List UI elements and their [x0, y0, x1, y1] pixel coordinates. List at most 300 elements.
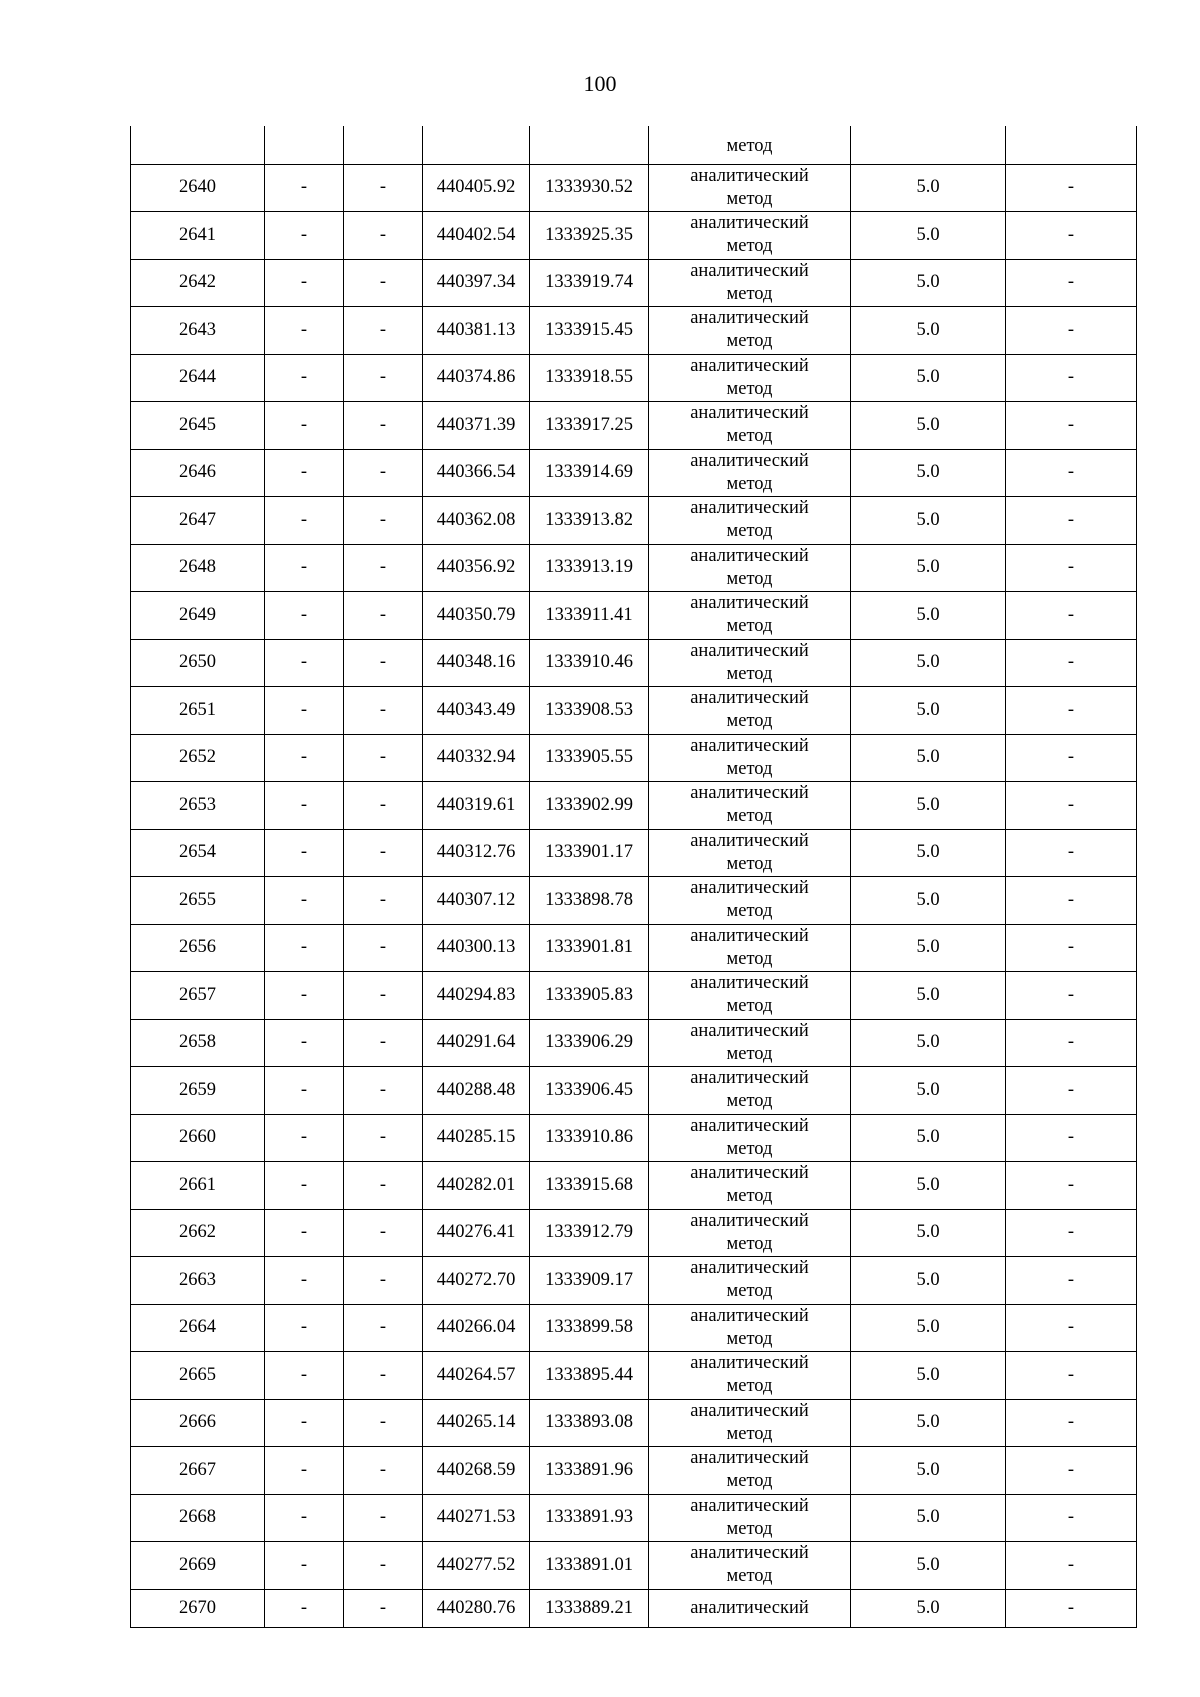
cell-point-number: 2670 [131, 1589, 265, 1627]
cell-accuracy: 5.0 [851, 1209, 1006, 1257]
cell-col3: - [344, 972, 423, 1020]
cell-x: 440282.01 [423, 1162, 530, 1210]
cell-x: 440350.79 [423, 592, 530, 640]
cell-point-number: 2647 [131, 497, 265, 545]
table-row [131, 497, 1137, 545]
cell-point-number: 2645 [131, 402, 265, 450]
method-line-1: аналитический [690, 403, 809, 424]
cell-point-number: 2641 [131, 212, 265, 260]
cell-point-number: 2668 [131, 1494, 265, 1542]
cell-col2: - [265, 354, 344, 402]
cell-accuracy: 5.0 [851, 877, 1006, 925]
cell-col2: - [265, 497, 344, 545]
table-row [131, 1399, 1137, 1447]
cell-col8: - [1006, 497, 1137, 545]
method-line-2: метод [726, 1138, 773, 1159]
cell-method [649, 972, 851, 1020]
cell-y: 1333910.86 [530, 1114, 649, 1162]
cell-col8: - [1006, 1114, 1137, 1162]
cell-accuracy: 5.0 [851, 354, 1006, 402]
cell-col8: - [1006, 1494, 1137, 1542]
table-row [131, 829, 1137, 877]
table-row [131, 1304, 1137, 1352]
cell-accuracy: 5.0 [851, 639, 1006, 687]
table-row [131, 1019, 1137, 1067]
cell-point-number: 2642 [131, 259, 265, 307]
cell-y: 1333925.35 [530, 212, 649, 260]
table-row [131, 687, 1137, 735]
cell-col8: - [1006, 1304, 1137, 1352]
method-line-1: аналитический [690, 1115, 809, 1136]
method-line-1: аналитический [690, 973, 809, 994]
cell-y: 1333909.17 [530, 1257, 649, 1305]
cell-col8: - [1006, 639, 1137, 687]
method-line-1: аналитический [690, 640, 809, 661]
method-line-1: аналитический [690, 450, 809, 471]
cell-point-number [131, 126, 265, 164]
cell-method [649, 1019, 851, 1067]
cell-col2: - [265, 544, 344, 592]
method-line-2: метод [726, 1518, 773, 1539]
cell-col3: - [344, 1019, 423, 1067]
cell-x: 440276.41 [423, 1209, 530, 1257]
cell-method [649, 402, 851, 450]
cell-method [649, 1352, 851, 1400]
cell-method [649, 734, 851, 782]
cell-method [649, 782, 851, 830]
cell-col2: - [265, 639, 344, 687]
cell-col2: - [265, 164, 344, 212]
table-row [131, 354, 1137, 402]
cell-col3: - [344, 1589, 423, 1627]
cell-col3: - [344, 402, 423, 450]
cell-point-number: 2648 [131, 544, 265, 592]
cell-col8: - [1006, 164, 1137, 212]
cell-accuracy: 5.0 [851, 1019, 1006, 1067]
cell-accuracy: 5.0 [851, 687, 1006, 735]
cell-col8: - [1006, 544, 1137, 592]
cell-y: 1333930.52 [530, 164, 649, 212]
cell-x: 440294.83 [423, 972, 530, 1020]
table-row [131, 1067, 1137, 1115]
cell-col8: - [1006, 212, 1137, 260]
cell-col3: - [344, 1067, 423, 1115]
cell-x: 440312.76 [423, 829, 530, 877]
cell-method [649, 212, 851, 260]
cell-col3: - [344, 164, 423, 212]
cell-col2: - [265, 402, 344, 450]
cell-x: 440343.49 [423, 687, 530, 735]
cell-accuracy: 5.0 [851, 1494, 1006, 1542]
cell-col2: - [265, 1542, 344, 1590]
method-line-2: метод [726, 1566, 773, 1587]
cell-point-number: 2666 [131, 1399, 265, 1447]
method-line-1: аналитический [690, 213, 809, 234]
cell-col3: - [344, 687, 423, 735]
method-line-1: аналитический [690, 165, 809, 186]
cell-point-number: 2665 [131, 1352, 265, 1400]
cell-point-number: 2658 [131, 1019, 265, 1067]
cell-col3: - [344, 639, 423, 687]
cell-x: 440265.14 [423, 1399, 530, 1447]
cell-point-number: 2669 [131, 1542, 265, 1590]
table-row [131, 639, 1137, 687]
cell-col3: - [344, 924, 423, 972]
cell-point-number: 2667 [131, 1447, 265, 1495]
method-line-1: аналитический [690, 1068, 809, 1089]
table-row [131, 972, 1137, 1020]
cell-point-number: 2654 [131, 829, 265, 877]
cell-method [649, 259, 851, 307]
cell-x: 440362.08 [423, 497, 530, 545]
cell-point-number: 2664 [131, 1304, 265, 1352]
method-line-1: аналитический [690, 1258, 809, 1279]
cell-accuracy: 5.0 [851, 1162, 1006, 1210]
cell-col3: - [344, 1209, 423, 1257]
cell-y: 1333902.99 [530, 782, 649, 830]
cell-accuracy: 5.0 [851, 1114, 1006, 1162]
cell-col8: - [1006, 449, 1137, 497]
table-row [131, 877, 1137, 925]
cell-x: 440271.53 [423, 1494, 530, 1542]
cell-col2: - [265, 1067, 344, 1115]
table-row [131, 1209, 1137, 1257]
cell-col8 [1006, 126, 1137, 164]
method-line-1: аналитический [690, 1210, 809, 1231]
cell-col3: - [344, 497, 423, 545]
cell-method [649, 1494, 851, 1542]
cell-y: 1333908.53 [530, 687, 649, 735]
cell-col8: - [1006, 1209, 1137, 1257]
method-line-2: метод [726, 426, 773, 447]
cell-y: 1333905.83 [530, 972, 649, 1020]
cell-col2: - [265, 924, 344, 972]
cell-point-number: 2652 [131, 734, 265, 782]
cell-method [649, 449, 851, 497]
cell-col2: - [265, 829, 344, 877]
cell-col2: - [265, 1257, 344, 1305]
method-line-1: аналитический [690, 545, 809, 566]
table-row [131, 402, 1137, 450]
method-line-2: метод [726, 188, 773, 209]
cell-col3: - [344, 1162, 423, 1210]
cell-col2: - [265, 259, 344, 307]
cell-col3: - [344, 1304, 423, 1352]
cell-col2: - [265, 1352, 344, 1400]
cell-col2: - [265, 1399, 344, 1447]
cell-method [649, 1304, 851, 1352]
cell-x: 440291.64 [423, 1019, 530, 1067]
cell-col2: - [265, 1162, 344, 1210]
method-line-2: метод [726, 948, 773, 969]
cell-col8: - [1006, 1257, 1137, 1305]
cell-col3: - [344, 829, 423, 877]
method-line-1: аналитический [690, 260, 809, 281]
cell-method [649, 1447, 851, 1495]
cell-point-number: 2640 [131, 164, 265, 212]
cell-method [649, 354, 851, 402]
cell-method [649, 829, 851, 877]
table-row [131, 449, 1137, 497]
cell-col8: - [1006, 924, 1137, 972]
table-row [131, 259, 1137, 307]
cell-col8: - [1006, 782, 1137, 830]
cell-col2: - [265, 877, 344, 925]
cell-y: 1333891.96 [530, 1447, 649, 1495]
table-row [131, 544, 1137, 592]
cell-x: 440397.34 [423, 259, 530, 307]
cell-method [649, 1542, 851, 1590]
cell-y: 1333915.68 [530, 1162, 649, 1210]
coordinates-table [130, 126, 1137, 1628]
cell-y: 1333899.58 [530, 1304, 649, 1352]
method-line-2: метод [726, 758, 773, 779]
cell-col3: - [344, 1114, 423, 1162]
method-line-2: метод [726, 806, 773, 827]
method-line-2: метод [726, 1376, 773, 1397]
method-line-1: аналитический [690, 735, 809, 756]
cell-y: 1333914.69 [530, 449, 649, 497]
cell-col2: - [265, 212, 344, 260]
cell-method [649, 544, 851, 592]
cell-col2: - [265, 782, 344, 830]
method-line-1: аналитический [690, 830, 809, 851]
cell-accuracy: 5.0 [851, 1447, 1006, 1495]
cell-x: 440366.54 [423, 449, 530, 497]
method-line-2: метод [726, 853, 773, 874]
cell-accuracy: 5.0 [851, 259, 1006, 307]
cell-col8: - [1006, 1162, 1137, 1210]
cell-accuracy: 5.0 [851, 734, 1006, 782]
cell-method [649, 1209, 851, 1257]
cell-x: 440405.92 [423, 164, 530, 212]
method-line-2: метод [726, 236, 773, 257]
cell-col3: - [344, 212, 423, 260]
method-line-1: аналитический [690, 688, 809, 709]
method-line-2: метод [726, 1281, 773, 1302]
cell-accuracy: 5.0 [851, 1542, 1006, 1590]
cell-x: 440300.13 [423, 924, 530, 972]
cell-col8: - [1006, 734, 1137, 782]
cell-accuracy: 5.0 [851, 1589, 1006, 1627]
method-line-2: метод [726, 996, 773, 1017]
cell-y: 1333919.74 [530, 259, 649, 307]
cell-method [649, 307, 851, 355]
cell-y: 1333898.78 [530, 877, 649, 925]
cell-method [649, 1257, 851, 1305]
cell-method: метод [649, 126, 851, 164]
method-line-2: метод [726, 473, 773, 494]
cell-col8: - [1006, 1542, 1137, 1590]
cell-col2: - [265, 592, 344, 640]
cell-y: 1333913.82 [530, 497, 649, 545]
cell-accuracy: 5.0 [851, 924, 1006, 972]
table-row [131, 1542, 1137, 1590]
cell-x: 440381.13 [423, 307, 530, 355]
cell-y: 1333906.45 [530, 1067, 649, 1115]
table-row [131, 1257, 1137, 1305]
cell-point-number: 2653 [131, 782, 265, 830]
table-row [131, 592, 1137, 640]
cell-accuracy: 5.0 [851, 972, 1006, 1020]
cell-method [649, 1067, 851, 1115]
cell-point-number: 2655 [131, 877, 265, 925]
cell-method [649, 1399, 851, 1447]
cell-x: 440266.04 [423, 1304, 530, 1352]
cell-col8: - [1006, 687, 1137, 735]
cell-point-number: 2643 [131, 307, 265, 355]
method-line-1: аналитический [690, 498, 809, 519]
cell-method [649, 1589, 851, 1627]
method-line-1: аналитический [690, 308, 809, 329]
cell-col3: - [344, 259, 423, 307]
cell-method [649, 687, 851, 735]
cell-y: 1333913.19 [530, 544, 649, 592]
cell-accuracy: 5.0 [851, 782, 1006, 830]
cell-x: 440288.48 [423, 1067, 530, 1115]
method-line-2: метод [726, 1233, 773, 1254]
cell-point-number: 2649 [131, 592, 265, 640]
method-line-1: аналитический [690, 1353, 809, 1374]
table-row-continuation [131, 126, 1137, 164]
table-row [131, 1352, 1137, 1400]
cell-col2: - [265, 687, 344, 735]
cell-x: 440264.57 [423, 1352, 530, 1400]
cell-x: 440280.76 [423, 1589, 530, 1627]
cell-y: 1333915.45 [530, 307, 649, 355]
method-line-1: аналитический [690, 1163, 809, 1184]
table-row [131, 164, 1137, 212]
cell-y: 1333917.25 [530, 402, 649, 450]
cell-point-number: 2650 [131, 639, 265, 687]
cell-point-number: 2644 [131, 354, 265, 402]
cell-col8: - [1006, 829, 1137, 877]
cell-col2: - [265, 1494, 344, 1542]
cell-x: 440348.16 [423, 639, 530, 687]
cell-accuracy [851, 126, 1006, 164]
cell-col3: - [344, 354, 423, 402]
cell-col3: - [344, 877, 423, 925]
table-row [131, 1162, 1137, 1210]
table-row [131, 1114, 1137, 1162]
cell-x: 440332.94 [423, 734, 530, 782]
method-line-1: аналитический [690, 1448, 809, 1469]
cell-col2: - [265, 307, 344, 355]
cell-accuracy: 5.0 [851, 829, 1006, 877]
method-line-2: метод [726, 331, 773, 352]
cell-accuracy: 5.0 [851, 402, 1006, 450]
cell-y: 1333912.79 [530, 1209, 649, 1257]
cell-col8: - [1006, 259, 1137, 307]
table-row [131, 1447, 1137, 1495]
table-row [131, 212, 1137, 260]
cell-accuracy: 5.0 [851, 307, 1006, 355]
cell-col8: - [1006, 1019, 1137, 1067]
cell-accuracy: 5.0 [851, 1352, 1006, 1400]
cell-method [649, 924, 851, 972]
cell-col8: - [1006, 1067, 1137, 1115]
cell-accuracy: 5.0 [851, 1399, 1006, 1447]
method-line-1: аналитический [690, 593, 809, 614]
cell-col8: - [1006, 592, 1137, 640]
cell-method [649, 592, 851, 640]
cell-col3: - [344, 734, 423, 782]
cell-x: 440268.59 [423, 1447, 530, 1495]
cell-col8: - [1006, 307, 1137, 355]
table-row [131, 734, 1137, 782]
cell-col8: - [1006, 1447, 1137, 1495]
cell-y: 1333891.93 [530, 1494, 649, 1542]
method-line-1: аналитический [690, 1400, 809, 1421]
cell-method [649, 1114, 851, 1162]
method-line-2: метод [726, 901, 773, 922]
cell-accuracy: 5.0 [851, 449, 1006, 497]
cell-accuracy: 5.0 [851, 1067, 1006, 1115]
method-line-2: метод [726, 616, 773, 637]
cell-point-number: 2646 [131, 449, 265, 497]
page-number: 100 [583, 71, 617, 96]
cell-col3: - [344, 1352, 423, 1400]
cell-y: 1333911.41 [530, 592, 649, 640]
method-line-2: метод [726, 663, 773, 684]
table-row [131, 1589, 1137, 1627]
method-line-1: аналитический [690, 783, 809, 804]
cell-col8: - [1006, 354, 1137, 402]
cell-col8: - [1006, 972, 1137, 1020]
method-line-2: метод [726, 1186, 773, 1207]
cell-col2: - [265, 972, 344, 1020]
cell-method [649, 877, 851, 925]
method-line-1: аналитический [690, 878, 809, 899]
cell-col2: - [265, 449, 344, 497]
cell-accuracy: 5.0 [851, 544, 1006, 592]
cell-col8: - [1006, 1352, 1137, 1400]
cell-col2 [265, 126, 344, 164]
method-line-2: метод [726, 568, 773, 589]
cell-col3: - [344, 1257, 423, 1305]
method-line-2: метод [726, 1471, 773, 1492]
method-line-2: метод [726, 283, 773, 304]
cell-col8: - [1006, 877, 1137, 925]
cell-col2: - [265, 1589, 344, 1627]
cell-y: 1333901.17 [530, 829, 649, 877]
cell-y [530, 126, 649, 164]
method-line-1: аналитический [690, 1543, 809, 1564]
table-row [131, 307, 1137, 355]
cell-col2: - [265, 1209, 344, 1257]
cell-x: 440402.54 [423, 212, 530, 260]
cell-x: 440319.61 [423, 782, 530, 830]
cell-x: 440374.86 [423, 354, 530, 402]
cell-y: 1333918.55 [530, 354, 649, 402]
cell-accuracy: 5.0 [851, 1257, 1006, 1305]
table-body [131, 126, 1137, 1627]
cell-col8: - [1006, 1589, 1137, 1627]
method-line-1: аналитический [690, 1597, 809, 1618]
cell-x: 440356.92 [423, 544, 530, 592]
method-line-2: метод [726, 521, 773, 542]
cell-col3: - [344, 307, 423, 355]
cell-y: 1333910.46 [530, 639, 649, 687]
cell-col3: - [344, 592, 423, 640]
method-line-2: метод [726, 1423, 773, 1444]
cell-method [649, 497, 851, 545]
cell-col3: - [344, 1399, 423, 1447]
cell-col3: - [344, 1447, 423, 1495]
cell-accuracy: 5.0 [851, 164, 1006, 212]
cell-accuracy: 5.0 [851, 497, 1006, 545]
cell-col8: - [1006, 402, 1137, 450]
